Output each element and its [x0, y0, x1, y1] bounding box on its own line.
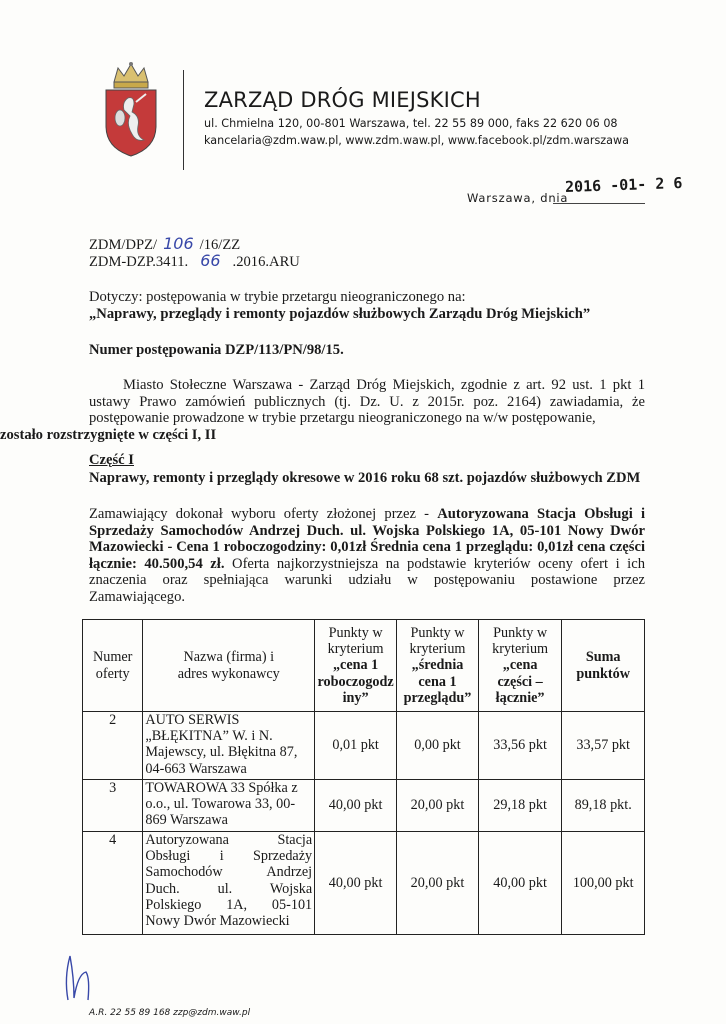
award-intro: Zamawiający dokonał wyboru oferty złożonej przez -: [89, 506, 438, 522]
intro-text: Miasto Stołeczne Warszawa - Zarząd Dróg Miejskich, zgodnie z art. 92 ust. 1 pkt 1 ustawy Prawo zamówień publicznych (tj. Dz. U. z 2015r. poz. 2164) zawiadamia, że postępowanie prowadzone w trybie przetargu nieograniczonego na w/w postępowanie,: [89, 377, 645, 427]
header-criterion-1: [315, 620, 397, 712]
crit1-line: roboczogodz: [317, 673, 394, 690]
signature-initials: [60, 948, 100, 1008]
crit3-line: „cena: [502, 657, 538, 674]
results-table: [82, 619, 645, 935]
subject-line: Dotyczy: postępowania w trybie przetargu nieograniczonego na:: [89, 289, 466, 305]
reference-number-2: [89, 253, 300, 271]
company-cell: [143, 832, 315, 935]
ref1-handwritten: 106: [163, 234, 194, 253]
header-company: Nazwa (firma) i adres wykonawcy: [143, 620, 315, 712]
company-line: 04-663 Warszawa: [145, 760, 247, 777]
company-line: Polskiego 1A, 05-101: [145, 896, 313, 913]
offer-number: 2: [83, 712, 143, 780]
table-row: [83, 780, 645, 832]
company-line: Majewscy, ul. Błękitna 87,: [145, 744, 298, 761]
company-line: 869 Warszawa: [145, 812, 228, 829]
crit1-line: Punkty w: [328, 624, 383, 641]
criterion-3-score: 33,56 pkt: [478, 712, 561, 780]
procedure-number: Numer postępowania DZP/113/PN/98/15.: [89, 342, 344, 358]
table-row: [83, 832, 645, 935]
ref2-suffix: .2016.ARU: [232, 254, 300, 270]
crit2-line: cena 1: [418, 673, 457, 690]
crit2-line: kryterium: [409, 641, 466, 658]
company-line: „BŁĘKITNA” W. i N.: [145, 728, 273, 745]
crit1-line: „cena 1: [332, 657, 379, 674]
company-line: Nowy Dwór Mazowiecki: [145, 913, 290, 930]
company-line: o.o., ul. Towarowa 33, 00-: [145, 796, 296, 813]
header-offer-number: Numer oferty: [83, 620, 143, 712]
company-line: Samochodów Andrzej: [145, 864, 313, 881]
crit1-line: kryterium: [327, 641, 384, 658]
ref1-suffix: /16/ZZ: [199, 237, 241, 253]
crit3-line: części –: [497, 673, 543, 690]
company-line: Duch. ul. Wojska: [145, 880, 313, 897]
table-row: [83, 712, 645, 780]
criterion-3-score: 40,00 pkt: [478, 832, 561, 935]
ref2-prefix: ZDM-DZP.3411.: [89, 254, 189, 270]
criterion-2-score: 0,00 pkt: [397, 712, 479, 780]
crit1-line: iny”: [342, 689, 369, 706]
org-address-line2: kancelaria@zdm.waw.pl, www.zdm.waw.pl, www.facebook.pl/zdm.warszawa: [204, 134, 630, 147]
crit2-line: przeglądu”: [403, 689, 472, 706]
criterion-2-score: 20,00 pkt: [397, 832, 479, 935]
header-criterion-3: [478, 620, 561, 712]
table-header-row: [83, 620, 645, 712]
ref2-handwritten: 66: [200, 251, 221, 270]
offer-number: 3: [83, 780, 143, 832]
company-line: Autoryzowana Stacja: [145, 832, 313, 848]
header-divider: [183, 70, 184, 170]
org-address-line1: ul. Chmielna 120, 00-801 Warszawa, tel. 22 55 89 000, faks 22 620 06 08: [204, 117, 618, 130]
subject-title: „Naprawy, przeglądy i remonty pojazdów służbowych Zarządu Dróg Miejskich”: [89, 306, 591, 322]
total-score: 89,18 pkt.: [562, 780, 645, 832]
crit2-line: „średnia: [411, 657, 464, 674]
criterion-1-score: 0,01 pkt: [315, 712, 397, 780]
company-cell: [143, 712, 315, 780]
warsaw-crest-logo: [100, 60, 162, 160]
intro-paragraph: [89, 377, 645, 427]
ref1-prefix: ZDM/DPZ/: [89, 237, 158, 253]
header-criterion-2: [397, 620, 479, 712]
footer-contact: A.R. 22 55 89 168 zzp@zdm.waw.pl: [89, 1008, 251, 1018]
org-name: ZARZĄD DRÓG MIEJSKICH: [204, 88, 481, 112]
date-label: Warszawa, dnia: [467, 191, 569, 205]
company-line: TOWAROWA 33 Spółka z: [145, 780, 298, 796]
company-line: Obsługi i Sprzedaży: [145, 848, 313, 865]
award-rationale: Oferta najkorzystniejsza na podstawie kryteriów oceny ofert i ich znaczenia oraz spełniająca warunki udziału w postępowaniu postawione przez Zamawiającego.: [89, 555, 646, 605]
total-score: 33,57 pkt: [562, 712, 645, 780]
part-heading: Część I: [89, 452, 134, 468]
criterion-2-score: 20,00 pkt: [397, 780, 479, 832]
offer-number: 4: [83, 832, 143, 935]
criterion-3-score: 29,18 pkt: [478, 780, 561, 832]
intro-bold-conclusion: zostało rozstrzygnięte w części I, II: [0, 427, 217, 443]
crit3-line: Punkty w: [493, 624, 548, 641]
company-line: AUTO SERWIS: [145, 712, 240, 728]
total-score: 100,00 pkt: [562, 832, 645, 935]
company-cell: [143, 780, 315, 832]
criterion-1-score: 40,00 pkt: [315, 780, 397, 832]
award-winner: Autoryzowana Stacja Obsługi i Sprzedaży Samochodów Andrzej Duch. ul. Wojska Polskiego 1A, 05-101 Nowy Dwór Mazowiecki - Cena 1 roboczogodziny: 0,01zł Średnia cena 1 przeglądu: 0,01zł cena części łącznie: 40.500,54 zł.: [89, 506, 646, 572]
crit2-line: Punkty w: [410, 624, 465, 641]
crit3-line: łącznie”: [495, 689, 545, 706]
date-underline: [553, 203, 645, 204]
part-title: Naprawy, remonty i przeglądy okresowe w 2016 roku 68 szt. pojazdów służbowych ZDM: [89, 470, 641, 486]
criterion-1-score: 40,00 pkt: [315, 832, 397, 935]
award-paragraph: [89, 506, 645, 606]
crit3-line: kryterium: [492, 641, 549, 658]
date-stamp: 2016 -01- 2 6: [564, 173, 683, 197]
header-total: Suma punktów: [562, 620, 645, 712]
